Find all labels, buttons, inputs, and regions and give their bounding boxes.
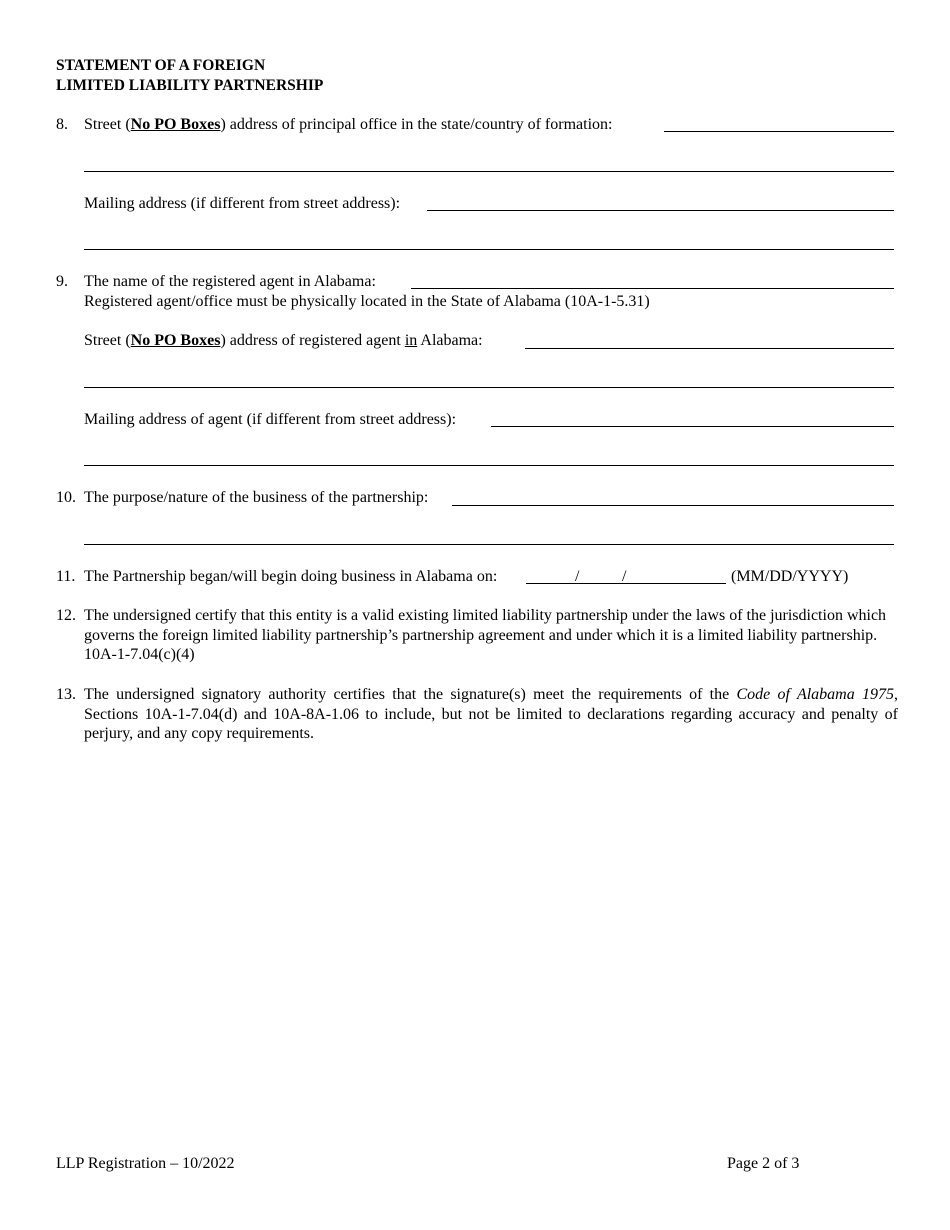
item-10-label: The purpose/nature of the business of the partnership: (84, 489, 429, 506)
item-9-agent-label: The name of the registered agent in Alabama: (84, 273, 376, 290)
item-8-number: 8. (56, 116, 68, 133)
footer-form-version: LLP Registration – 10/2022 (56, 1155, 235, 1172)
principal-office-mailing-line1[interactable] (427, 210, 894, 211)
principal-office-mailing-line2[interactable] (84, 249, 894, 250)
principal-office-street-line2[interactable] (84, 171, 894, 172)
item-9-mailing-label: Mailing address of agent (if different from street address): (84, 411, 457, 428)
form-title-line1: STATEMENT OF A FOREIGN (56, 57, 266, 74)
form-title-line2: LIMITED LIABILITY PARTNERSHIP (56, 77, 324, 94)
registered-agent-name-line[interactable] (411, 288, 894, 289)
item-9-street-label: Street (No PO Boxes) address of registered agent in Alabama: (84, 332, 483, 349)
footer-page-number: Page 2 of 3 (727, 1155, 800, 1172)
item-8-mailing-label: Mailing address (if different from street address): (84, 195, 401, 212)
item-13-text: The undersigned signatory authority certifies that the signature(s) meet the requirements of the Code of Alabama 1975, Sections 10A-1-7.04(d) and 10A-8A-1.06 to include, but not be limited to declarations regarding accuracy and penalty of perjury, and any copy requirements. (84, 686, 899, 743)
item-11-number: 11. (56, 568, 76, 585)
item-10-number: 10. (56, 489, 76, 506)
agent-street-line2[interactable] (84, 387, 894, 388)
date-slash-1: / (575, 568, 580, 585)
item-12-text: The undersigned certify that this entity is a valid existing limited liability partnership under the laws of the jurisdiction which governs the foreign limited liability partnership’s partnership agreement and under which it is a limited liability partnership. 10A-1-7.04(c)(4) (84, 607, 887, 664)
item-12-number: 12. (56, 607, 76, 624)
item-8-street-label: Street (No PO Boxes) address of principal office in the state/country of formation: (84, 116, 613, 133)
business-purpose-line1[interactable] (452, 505, 894, 506)
date-slash-2: / (622, 568, 627, 585)
item-11-label: The Partnership began/will begin doing business in Alabama on: (84, 568, 498, 585)
item-13-number: 13. (56, 686, 76, 703)
business-purpose-line2[interactable] (84, 544, 894, 545)
date-format-hint: (MM/DD/YYYY) (731, 568, 849, 585)
item-9-agent-note: Registered agent/office must be physically located in the State of Alabama (10A-1-5.31) (84, 293, 650, 310)
agent-street-line1[interactable] (525, 348, 894, 349)
principal-office-street-line1[interactable] (664, 131, 894, 132)
item-9-number: 9. (56, 273, 68, 290)
agent-mailing-line2[interactable] (84, 465, 894, 466)
agent-mailing-line1[interactable] (491, 426, 894, 427)
